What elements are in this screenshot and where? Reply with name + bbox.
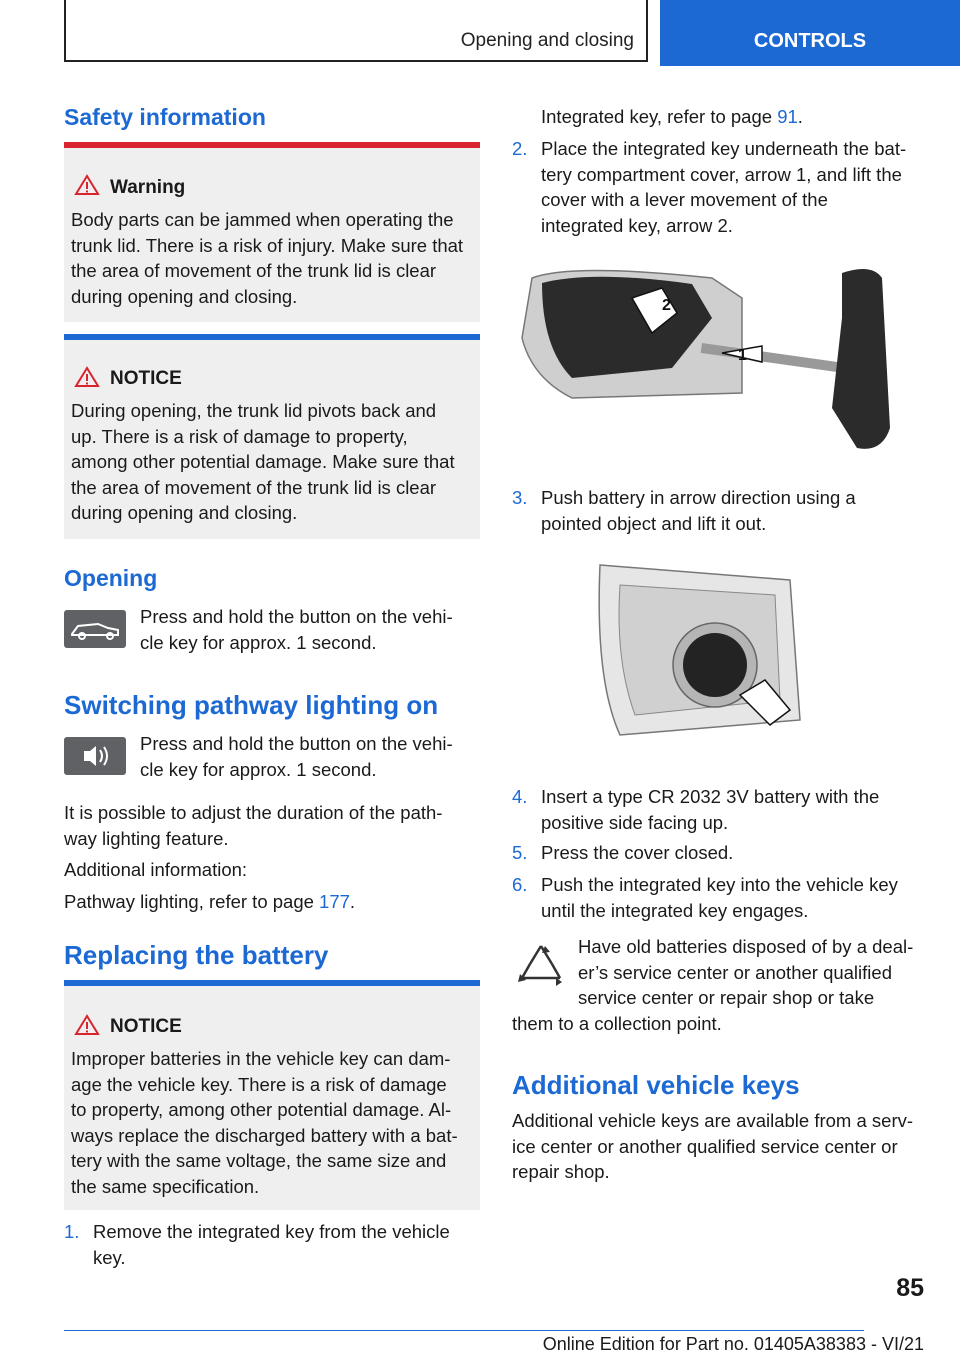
warning-triangle-icon — [74, 174, 100, 196]
opening-text: Press and hold the button on the vehi- cle key for approx. 1 second. — [140, 606, 453, 653]
warning-box — [64, 142, 480, 322]
pathway-ref: Pathway lighting, refer to page 177. — [64, 891, 356, 912]
adjust-text: It is possible to adjust the duration of the path- way lighting feature. — [64, 802, 443, 849]
key-removal-illustration — [512, 258, 902, 456]
trunk-button-icon — [64, 610, 126, 648]
header-tab-label: CONTROLS — [753, 30, 867, 52]
notice-box-1 — [64, 334, 480, 539]
header-section-title: Opening and closing — [460, 30, 634, 51]
arrow-2-label: 2 — [662, 297, 671, 314]
additional-info: Additional information: — [64, 859, 248, 880]
opening-heading: Opening — [64, 565, 158, 591]
pathway-text: Press and hold the button on the vehi- cle key for approx. 1 second. — [140, 733, 453, 780]
step-4-text: Insert a type CR 2032 3V battery with the positive side facing up. — [541, 786, 880, 833]
step-1-number: 1. — [64, 1221, 80, 1242]
light-waves-icon — [64, 737, 126, 775]
pathway-heading: Switching pathway lighting on — [64, 690, 439, 720]
battery-removal-illustration — [590, 560, 810, 742]
step-1-text: Remove the integrated key from the vehicle key. — [93, 1221, 450, 1268]
additional-keys-heading: Additional vehicle keys — [512, 1070, 800, 1100]
step-6-text: Push the integrated key into the vehicle key until the integrated key engages. — [541, 874, 898, 921]
notice-text-2: Improper batteries in the vehicle key can dam- age the vehicle key. There is a risk of damage to property, among other potential damage. Al- ways replace the discharged battery with a bat- tery with the same voltage, the same size and the same specification. — [71, 1048, 458, 1197]
step-3-text: Push battery in arrow direction using a pointed object and lift it out. — [541, 487, 856, 534]
warning-text: Body parts can be jammed when operating the trunk lid. There is a risk of injury. Make sure that the area of movement of the trunk lid is clear during opening and closing. — [71, 209, 464, 307]
safety-heading: Safety information — [64, 104, 266, 130]
header-tab-controls[interactable] — [660, 0, 960, 66]
pathway-button-icon — [64, 737, 126, 775]
additional-keys-text: Additional vehicle keys are available from a serv- ice center or another qualified service center or repair shop. — [512, 1110, 914, 1182]
recycle-text: Have old batteries disposed of by a deal- er’s service center or another qualified service center or repair shop or take them to a collection point. — [512, 936, 914, 1034]
notice-box-2 — [64, 980, 480, 1210]
integrated-key-page-link[interactable]: 91 — [777, 106, 798, 127]
step-5-text: Press the cover closed. — [541, 842, 734, 863]
pathway-page-link[interactable]: 177 — [319, 891, 350, 912]
notice-title-2: NOTICE — [110, 1016, 182, 1037]
notice-triangle-icon — [74, 366, 100, 388]
arrow-1-label: 1 — [738, 347, 747, 364]
step-2-number: 2. — [512, 138, 528, 159]
step-1-continued: Integrated key, refer to page 91. — [541, 106, 803, 127]
footer-edition: Online Edition for Part no. 01405A38383 - VI/21 — [542, 1334, 924, 1354]
notice-title-1: NOTICE — [110, 368, 182, 389]
footer-rule — [64, 1330, 864, 1331]
step-4-number: 4. — [512, 786, 528, 807]
page-number: 85 — [896, 1274, 924, 1302]
step-6-number: 6. — [512, 874, 528, 895]
notice-text-1: During opening, the trunk lid pivots back and up. There is a risk of damage to property, among other potential damage. Make sure that the area of movement of the trunk lid is clear during opening and closing. — [71, 400, 455, 523]
warning-title: Warning — [110, 177, 186, 198]
car-trunk-icon — [64, 610, 126, 648]
step-3-number: 3. — [512, 487, 528, 508]
battery-heading: Replacing the battery — [64, 940, 329, 970]
notice-triangle-icon-2 — [74, 1014, 100, 1036]
step-2-text: Place the integrated key underneath the bat- tery compartment cover, arrow 1, and lift the cover with a lever movement of the integrated key, arrow 2. — [541, 138, 907, 236]
step-5-number: 5. — [512, 842, 528, 863]
